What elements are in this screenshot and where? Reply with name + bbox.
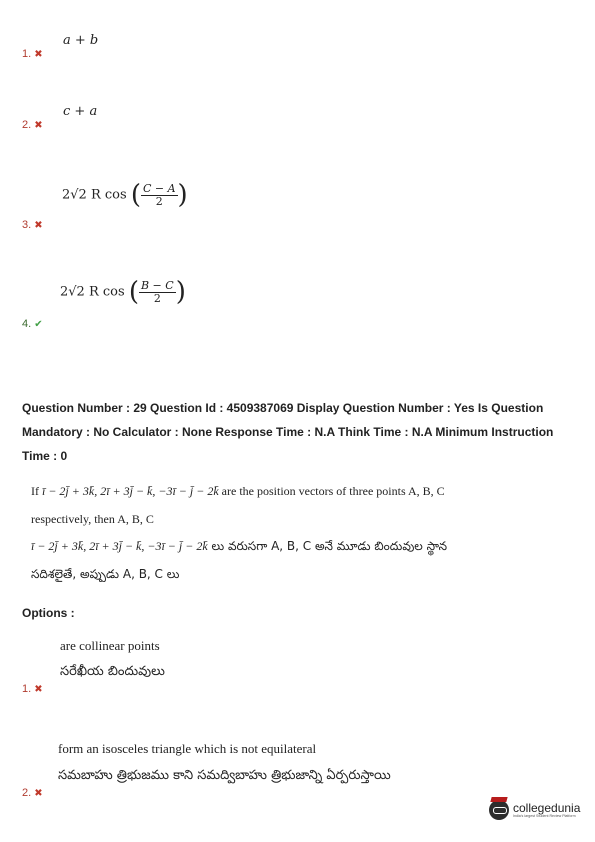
prev-option-1-math: a + b — [63, 33, 99, 48]
question-telugu-line-1 — [31, 539, 447, 556]
wrong-mark-icon: ✖ — [34, 120, 43, 131]
option-2-english: form an isosceles triangle which is not equilateral — [58, 741, 317, 756]
wrong-mark-icon: ✖ — [34, 788, 43, 799]
question-telugu-vectors: ī − 2j̄ + 3k̄, 2ī + 3j̄ − k̄, −3ī − j̄ − 2k̄ — [31, 539, 208, 553]
question-english-line-2: respectively, then A, B, C — [31, 512, 154, 526]
prev-option-3-number — [22, 219, 43, 231]
options-heading: Options : — [22, 606, 75, 620]
question-vectors: ī − 2j̄ + 3k̄, 2ī + 3j̄ − k̄, −3ī − j̄ − 2k̄ — [42, 484, 219, 498]
wrong-mark-icon: ✖ — [34, 49, 43, 60]
prev-option-2-number — [22, 119, 43, 131]
wrong-mark-icon: ✖ — [34, 684, 43, 695]
option-2-telugu: సమబాహు త్రిభుజము కాని సమద్విబాహు త్రిభుజాన్ని ఏర్పరుస్తాయి — [58, 768, 391, 783]
option-1-number — [22, 683, 43, 695]
option-1-num: 1. — [22, 683, 32, 695]
question-english-line-1 — [31, 484, 445, 499]
question-telugu-line-2: సదిశలైతే, అప్పుడు A, B, C లు — [31, 567, 180, 581]
wrong-mark-icon: ✖ — [34, 220, 43, 231]
option-2-number — [22, 787, 43, 799]
prev-option-1-number — [22, 48, 43, 60]
option-1-english: are collinear points — [60, 638, 160, 653]
prev-option-4-math: 2√2 R cos ( $\frac{B - C}{2}$ ) — [60, 277, 186, 307]
prev-option-2-math: c + a — [63, 104, 98, 119]
correct-check-icon: ✔ — [34, 319, 43, 330]
prev-option-3-num: 3. — [22, 219, 32, 231]
collegedunia-logo — [489, 800, 580, 820]
question-if: If — [31, 484, 39, 498]
question-telugu-suffix: లు వరుసగా A, B, C అనే మూడు బిందువుల స్థాన — [211, 539, 448, 553]
question-meta-line-2: Mandatory : No Calculator : None Response Time : N.A Think Time : N.A Minimum Instruction — [22, 425, 554, 439]
question-meta-line-3: Time : 0 — [22, 449, 68, 463]
logo-name: collegedunia — [513, 801, 581, 815]
prev-option-2-num: 2. — [22, 119, 32, 131]
logo-tagline: India's largest Student Review Platform — [513, 814, 576, 818]
prev-option-3-math: 2√2 R cos ( $\frac{C - A}{2}$ ) — [62, 180, 188, 210]
question-meta-line-1: Question Number : 29 Question Id : 4509387069 Display Question Number : Yes Is Question — [22, 401, 544, 415]
prev-option-4-num: 4. — [22, 318, 32, 330]
question-meta — [22, 396, 582, 468]
graduate-cap-icon — [489, 800, 509, 820]
prev-option-1-num: 1. — [22, 48, 32, 60]
option-1-telugu: సరేఖీయ బిందువులు — [60, 664, 165, 679]
prev-option-4-number — [22, 318, 43, 330]
question-english-suffix: are the position vectors of three points A, B, C — [221, 484, 445, 498]
option-2-num: 2. — [22, 787, 32, 799]
